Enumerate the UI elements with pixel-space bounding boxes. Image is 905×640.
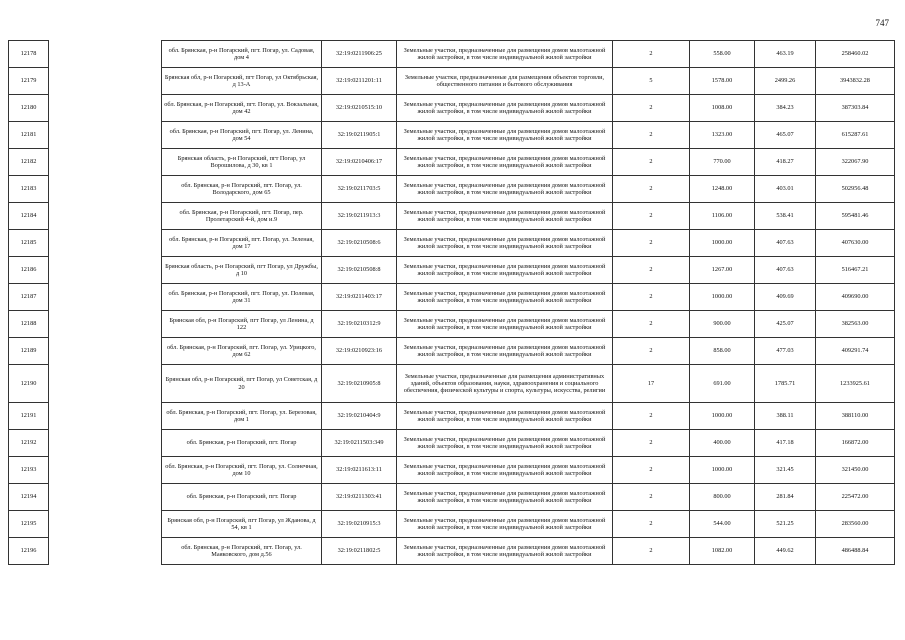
use-group-cell: 2	[613, 284, 690, 311]
table-row	[9, 149, 895, 176]
cadastral-number-cell: 32:19:0211802:5	[322, 538, 397, 565]
address-cell: обл. Брянская, р-н Погарский, пгт. Погар	[162, 484, 322, 511]
cadastral-value-cell: 388110.00	[816, 403, 895, 430]
cadastral-value-cell: 321450.00	[816, 457, 895, 484]
specific-value-cell: 477.03	[755, 338, 816, 365]
cadastral-value-cell: 502956.48	[816, 176, 895, 203]
address-cell: Брянская обл, р-н Погарский, пгт Погар, ул Жданова, д 54, кв 1	[162, 511, 322, 538]
row-number-cell: 12187	[9, 284, 49, 311]
cadastral-value-cell: 409291.74	[816, 338, 895, 365]
address-cell: обл. Брянская, р-н Погарский, пгт. Погар, ул. Ленина, дом 54	[162, 122, 322, 149]
row-number-cell: 12178	[9, 41, 49, 68]
specific-value-cell: 403.01	[755, 176, 816, 203]
row-number-cell: 12183	[9, 176, 49, 203]
row-number-cell: 12188	[9, 311, 49, 338]
use-group-cell: 2	[613, 457, 690, 484]
cadastral-value-cell: 409690.00	[816, 284, 895, 311]
table-row	[9, 538, 895, 565]
cadastral-number-cell: 32:19:0211905:1	[322, 122, 397, 149]
row-number-cell: 12192	[9, 430, 49, 457]
area-cell: 1000.00	[690, 284, 755, 311]
area-cell: 1000.00	[690, 403, 755, 430]
specific-value-cell: 1785.71	[755, 365, 816, 403]
row-number-cell: 12196	[9, 538, 49, 565]
gap-cell	[49, 122, 162, 149]
gap-cell	[49, 284, 162, 311]
cadastral-value-cell: 322067.90	[816, 149, 895, 176]
area-cell: 691.00	[690, 365, 755, 403]
gap-cell	[49, 538, 162, 565]
address-cell: обл. Брянская, р-н Погарский, пгт. Погар, ул. Зеленая, дом 17	[162, 230, 322, 257]
land-use-cell: Земельные участки, предназначенные для размещения домов малоэтажной жилой застройки, в том числе индивидуальной жилой застройки	[397, 257, 613, 284]
row-number-cell: 12184	[9, 203, 49, 230]
row-number-cell: 12195	[9, 511, 49, 538]
address-cell: Брянская обл, р-н Погарский, пгт Погар, ул Советская, д 20	[162, 365, 322, 403]
area-cell: 858.00	[690, 338, 755, 365]
address-cell: Брянская обл, р-н Погарский, пгт Погар, ул Октябрьская, д 13-А	[162, 68, 322, 95]
cadastral-number-cell: 32:19:0210406:17	[322, 149, 397, 176]
table-row	[9, 203, 895, 230]
row-number-cell: 12181	[9, 122, 49, 149]
area-cell: 558.00	[690, 41, 755, 68]
specific-value-cell: 417.18	[755, 430, 816, 457]
cadastral-value-cell: 615287.61	[816, 122, 895, 149]
land-use-cell: Земельные участки, предназначенные для размещения домов малоэтажной жилой застройки, в том числе индивидуальной жилой застройки	[397, 203, 613, 230]
area-cell: 1000.00	[690, 457, 755, 484]
cadastral-number-cell: 32:19:0210312:9	[322, 311, 397, 338]
cadastral-number-cell: 32:19:0211913:3	[322, 203, 397, 230]
use-group-cell: 2	[613, 41, 690, 68]
specific-value-cell: 384.23	[755, 95, 816, 122]
use-group-cell: 2	[613, 430, 690, 457]
specific-value-cell: 281.84	[755, 484, 816, 511]
table-row	[9, 230, 895, 257]
address-cell: обл. Брянская, р-н Погарский, пгт. Погар, ул. Полевая, дом 31	[162, 284, 322, 311]
area-cell: 400.00	[690, 430, 755, 457]
land-use-cell: Земельные участки, предназначенные для размещения домов малоэтажной жилой застройки, в том числе индивидуальной жилой застройки	[397, 149, 613, 176]
land-registry-table	[8, 40, 895, 565]
table-row	[9, 41, 895, 68]
area-cell: 900.00	[690, 311, 755, 338]
area-cell: 544.00	[690, 511, 755, 538]
row-number-cell: 12189	[9, 338, 49, 365]
row-number-cell: 12180	[9, 95, 49, 122]
gap-cell	[49, 365, 162, 403]
address-cell: обл. Брянская, р-н Погарский, пгт. Погар, ул. Вокзальная, дом 42	[162, 95, 322, 122]
area-cell: 1248.00	[690, 176, 755, 203]
area-cell: 800.00	[690, 484, 755, 511]
land-use-cell: Земельные участки, предназначенные для размещения домов малоэтажной жилой застройки, в том числе индивидуальной жилой застройки	[397, 338, 613, 365]
specific-value-cell: 449.62	[755, 538, 816, 565]
table-row	[9, 430, 895, 457]
use-group-cell: 2	[613, 257, 690, 284]
land-use-cell: Земельные участки, предназначенные для размещения домов малоэтажной жилой застройки, в том числе индивидуальной жилой застройки	[397, 511, 613, 538]
row-number-cell: 12182	[9, 149, 49, 176]
specific-value-cell: 407.63	[755, 257, 816, 284]
cadastral-number-cell: 32:19:0211303:41	[322, 484, 397, 511]
cadastral-number-cell: 32:19:0210508:8	[322, 257, 397, 284]
cadastral-value-cell: 382563.00	[816, 311, 895, 338]
table-row	[9, 403, 895, 430]
land-use-cell: Земельные участки, предназначенные для размещения домов малоэтажной жилой застройки, в том числе индивидуальной жилой застройки	[397, 538, 613, 565]
cadastral-number-cell: 32:19:0210508:6	[322, 230, 397, 257]
area-cell: 1106.00	[690, 203, 755, 230]
row-number-cell: 12194	[9, 484, 49, 511]
use-group-cell: 2	[613, 484, 690, 511]
specific-value-cell: 463.19	[755, 41, 816, 68]
gap-cell	[49, 68, 162, 95]
area-cell: 1082.00	[690, 538, 755, 565]
area-cell: 1578.00	[690, 68, 755, 95]
cadastral-number-cell: 32:19:0211403:17	[322, 284, 397, 311]
row-number-cell: 12191	[9, 403, 49, 430]
land-use-cell: Земельные участки, предназначенные для размещения домов малоэтажной жилой застройки, в том числе индивидуальной жилой застройки	[397, 457, 613, 484]
land-use-cell: Земельные участки, предназначенные для размещения домов малоэтажной жилой застройки, в том числе индивидуальной жилой застройки	[397, 484, 613, 511]
area-cell: 770.00	[690, 149, 755, 176]
gap-cell	[49, 311, 162, 338]
row-number-cell: 12186	[9, 257, 49, 284]
gap-cell	[49, 95, 162, 122]
address-cell: Брянская обл, р-н Погарский, пгт Погар, ул Ленина, д 122	[162, 311, 322, 338]
address-cell: обл. Брянская, р-н Погарский, пгт. Погар, пер. Пролетарский 4-й, дом и.9	[162, 203, 322, 230]
gap-cell	[49, 511, 162, 538]
gap-cell	[49, 41, 162, 68]
land-use-cell: Земельные участки, предназначенные для размещения домов малоэтажной жилой застройки, в том числе индивидуальной жилой застройки	[397, 430, 613, 457]
address-cell: Брянская область, р-н Погарский, пгт Погар, ул Дружбы, д 10	[162, 257, 322, 284]
land-use-cell: Земельные участки, предназначенные для размещения административных зданий, объектов образования, науки, здравоохранения и социального обеспечения, физической культуры и спорта, культуры, искусства, религии	[397, 365, 613, 403]
cadastral-number-cell: 32:19:0210515:10	[322, 95, 397, 122]
land-use-cell: Земельные участки, предназначенные для размещения домов малоэтажной жилой застройки, в том числе индивидуальной жилой застройки	[397, 122, 613, 149]
use-group-cell: 2	[613, 149, 690, 176]
page-number: 747	[875, 18, 889, 28]
table-row	[9, 457, 895, 484]
cadastral-value-cell: 283560.00	[816, 511, 895, 538]
gap-cell	[49, 484, 162, 511]
land-use-cell: Земельные участки, предназначенные для размещения домов малоэтажной жилой застройки, в том числе индивидуальной жилой застройки	[397, 41, 613, 68]
address-cell: Брянская область, р-н Погарский, пгт Погар, ул Ворошилова, д 30, кв 1	[162, 149, 322, 176]
specific-value-cell: 2499.26	[755, 68, 816, 95]
address-cell: обл. Брянская, р-н Погарский, пгт. Погар, ул. Володарского, дом 65	[162, 176, 322, 203]
use-group-cell: 5	[613, 68, 690, 95]
address-cell: обл. Брянская, р-н Погарский, пгт. Погар, ул. Урицкого, дом 62	[162, 338, 322, 365]
gap-cell	[49, 149, 162, 176]
row-number-cell: 12185	[9, 230, 49, 257]
specific-value-cell: 521.25	[755, 511, 816, 538]
cadastral-number-cell: 32:19:0210915:3	[322, 511, 397, 538]
cadastral-value-cell: 595481.46	[816, 203, 895, 230]
table-row	[9, 311, 895, 338]
use-group-cell: 2	[613, 403, 690, 430]
area-cell: 1267.00	[690, 257, 755, 284]
gap-cell	[49, 430, 162, 457]
cadastral-value-cell: 258460.02	[816, 41, 895, 68]
area-cell: 1000.00	[690, 230, 755, 257]
gap-cell	[49, 176, 162, 203]
use-group-cell: 2	[613, 538, 690, 565]
cadastral-number-cell: 32:19:0210923:16	[322, 338, 397, 365]
use-group-cell: 2	[613, 122, 690, 149]
specific-value-cell: 321.45	[755, 457, 816, 484]
table-row	[9, 95, 895, 122]
row-number-cell: 12190	[9, 365, 49, 403]
cadastral-value-cell: 225472.00	[816, 484, 895, 511]
table-row	[9, 338, 895, 365]
address-cell: обл. Брянская, р-н Погарский, пгт. Погар, ул. Садовая, дом 4	[162, 41, 322, 68]
table-row	[9, 484, 895, 511]
table-row	[9, 257, 895, 284]
use-group-cell: 2	[613, 230, 690, 257]
cadastral-number-cell: 32:19:0211201:11	[322, 68, 397, 95]
land-use-cell: Земельные участки, предназначенные для размещения объектов торговли, общественного питания и бытового обслуживания	[397, 68, 613, 95]
land-use-cell: Земельные участки, предназначенные для размещения домов малоэтажной жилой застройки, в том числе индивидуальной жилой застройки	[397, 176, 613, 203]
gap-cell	[49, 203, 162, 230]
specific-value-cell: 465.07	[755, 122, 816, 149]
use-group-cell: 2	[613, 176, 690, 203]
address-cell: обл. Брянская, р-н Погарский, пгт. Погар, ул. Солнечная, дом 10	[162, 457, 322, 484]
area-cell: 1008.00	[690, 95, 755, 122]
cadastral-number-cell: 32:19:0211613:11	[322, 457, 397, 484]
table-row	[9, 365, 895, 403]
gap-cell	[49, 457, 162, 484]
specific-value-cell: 418.27	[755, 149, 816, 176]
table-row	[9, 284, 895, 311]
land-use-cell: Земельные участки, предназначенные для размещения домов малоэтажной жилой застройки, в том числе индивидуальной жилой застройки	[397, 403, 613, 430]
gap-cell	[49, 403, 162, 430]
cadastral-value-cell: 516467.21	[816, 257, 895, 284]
use-group-cell: 2	[613, 203, 690, 230]
land-use-cell: Земельные участки, предназначенные для размещения домов малоэтажной жилой застройки, в том числе индивидуальной жилой застройки	[397, 230, 613, 257]
cadastral-value-cell: 166872.00	[816, 430, 895, 457]
cadastral-value-cell: 387303.84	[816, 95, 895, 122]
cadastral-number-cell: 32:19:0211906:25	[322, 41, 397, 68]
cadastral-value-cell: 407630.00	[816, 230, 895, 257]
table-row	[9, 176, 895, 203]
address-cell: обл. Брянская, р-н Погарский, пгт. Погар	[162, 430, 322, 457]
use-group-cell: 2	[613, 311, 690, 338]
gap-cell	[49, 338, 162, 365]
cadastral-value-cell: 486488.84	[816, 538, 895, 565]
cadastral-number-cell: 32:19:0210905:8	[322, 365, 397, 403]
table-row	[9, 122, 895, 149]
cadastral-value-cell: 3943832.28	[816, 68, 895, 95]
row-number-cell: 12193	[9, 457, 49, 484]
land-use-cell: Земельные участки, предназначенные для размещения домов малоэтажной жилой застройки, в том числе индивидуальной жилой застройки	[397, 95, 613, 122]
cadastral-number-cell: 32:19:0211703:5	[322, 176, 397, 203]
gap-cell	[49, 230, 162, 257]
specific-value-cell: 409.69	[755, 284, 816, 311]
address-cell: обл. Брянская, р-н Погарский, пгт. Погар, ул. Березовая, дом 1	[162, 403, 322, 430]
table-row	[9, 68, 895, 95]
cadastral-value-cell: 1233925.61	[816, 365, 895, 403]
row-number-cell: 12179	[9, 68, 49, 95]
specific-value-cell: 538.41	[755, 203, 816, 230]
area-cell: 1323.00	[690, 122, 755, 149]
use-group-cell: 2	[613, 95, 690, 122]
use-group-cell: 2	[613, 511, 690, 538]
use-group-cell: 2	[613, 338, 690, 365]
use-group-cell: 17	[613, 365, 690, 403]
cadastral-number-cell: 32:19:0210404:9	[322, 403, 397, 430]
gap-cell	[49, 257, 162, 284]
specific-value-cell: 388.11	[755, 403, 816, 430]
address-cell: обл. Брянская, р-н Погарский, пгт. Погар, ул. Маяковского, дом д.56	[162, 538, 322, 565]
specific-value-cell: 407.63	[755, 230, 816, 257]
table-row	[9, 511, 895, 538]
land-use-cell: Земельные участки, предназначенные для размещения домов малоэтажной жилой застройки, в том числе индивидуальной жилой застройки	[397, 311, 613, 338]
cadastral-number-cell: 32:19:0211503:349	[322, 430, 397, 457]
land-use-cell: Земельные участки, предназначенные для размещения домов малоэтажной жилой застройки, в том числе индивидуальной жилой застройки	[397, 284, 613, 311]
specific-value-cell: 425.07	[755, 311, 816, 338]
